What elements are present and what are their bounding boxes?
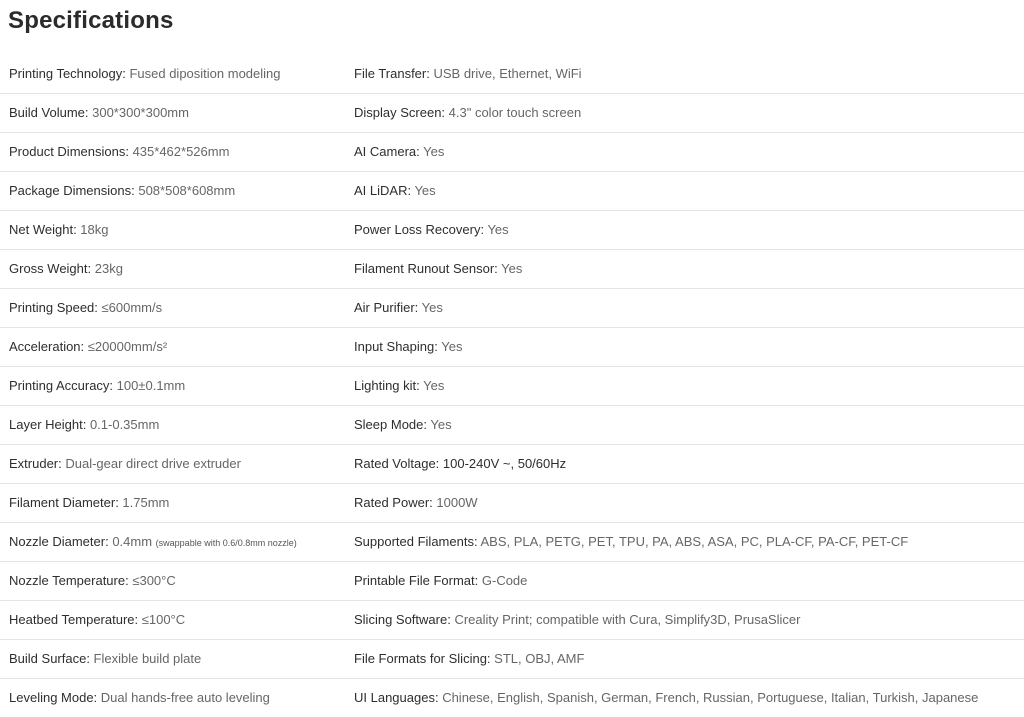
spec-value: Yes — [497, 261, 523, 276]
spec-cell-right — [354, 261, 1014, 277]
spec-cell-left — [0, 222, 354, 238]
spec-value: G-Code — [478, 573, 528, 588]
spec-label: Extruder: — [9, 456, 62, 471]
spec-label: Filament Runout Sensor: — [354, 261, 498, 276]
spec-value: 1000W — [432, 495, 478, 510]
spec-row — [0, 172, 1024, 211]
spec-value: Yes — [419, 144, 445, 159]
spec-value: Chinese, English, Spanish, German, French, Russian, Portuguese, Italian, Turkish, Japanese — [438, 690, 979, 705]
spec-value: ≤600mm/s — [97, 300, 163, 315]
spec-label: UI Languages: — [354, 690, 439, 705]
spec-row — [0, 367, 1024, 406]
spec-label: Build Volume: — [9, 105, 89, 120]
specifications-table — [0, 55, 1024, 717]
spec-label: Product Dimensions: — [9, 144, 129, 159]
spec-label: Sleep Mode: — [354, 417, 427, 432]
spec-cell-left — [0, 573, 354, 589]
spec-value: Yes — [418, 300, 443, 315]
spec-value: Flexible build plate — [89, 651, 202, 666]
spec-cell-left — [0, 534, 354, 551]
spec-label: File Formats for Slicing: — [354, 651, 491, 666]
spec-value: Yes — [411, 183, 436, 198]
spec-value: USB drive, Ethernet, WiFi — [429, 66, 582, 81]
spec-cell-right — [354, 456, 1014, 472]
spec-label: Filament Diameter: — [9, 495, 119, 510]
spec-label: Package Dimensions: — [9, 183, 135, 198]
spec-row — [0, 55, 1024, 94]
spec-cell-right — [354, 183, 1014, 199]
spec-cell-left — [0, 612, 354, 628]
spec-cell-right — [354, 339, 1014, 355]
spec-cell-left — [0, 183, 354, 199]
spec-cell-left — [0, 417, 354, 433]
spec-cell-right — [354, 378, 1014, 394]
spec-cell-left — [0, 378, 354, 394]
spec-cell-right — [354, 651, 1014, 667]
spec-label: Slicing Software: — [354, 612, 451, 627]
spec-value: 23kg — [91, 261, 123, 276]
spec-label: Build Surface: — [9, 651, 90, 666]
spec-label: Gross Weight: — [9, 261, 92, 276]
spec-cell-right — [354, 417, 1014, 433]
spec-label: Acceleration: — [9, 339, 85, 354]
spec-value: 0.1-0.35mm — [86, 417, 160, 432]
spec-label: Heatbed Temperature: — [9, 612, 139, 627]
spec-cell-right — [354, 66, 1014, 82]
spec-value: STL, OBJ, AMF — [490, 651, 585, 666]
spec-value: 100±0.1mm — [113, 378, 186, 393]
spec-value: 1.75mm — [118, 495, 170, 510]
spec-cell-right — [354, 222, 1014, 238]
spec-cell-left — [0, 339, 354, 355]
spec-label: Net Weight: — [9, 222, 77, 237]
spec-cell-right — [354, 300, 1014, 316]
spec-cell-left — [0, 456, 354, 472]
spec-cell-right — [354, 573, 1014, 589]
spec-value: Fused diposition modeling — [125, 66, 281, 81]
spec-cell-left — [0, 105, 354, 121]
spec-label: Lighting kit: — [354, 378, 420, 393]
spec-value: Yes — [419, 378, 445, 393]
spec-value: 100-240V ~, 50/60Hz — [439, 456, 567, 471]
spec-label: Printing Accuracy: — [9, 378, 114, 393]
spec-cell-left — [0, 144, 354, 160]
spec-value: 435*462*526mm — [128, 144, 230, 159]
spec-cell-left — [0, 66, 354, 82]
spec-label: Power Loss Recovery: — [354, 222, 485, 237]
spec-cell-right — [354, 105, 1014, 121]
spec-value: Creality Print; compatible with Cura, Simplify3D, PrusaSlicer — [450, 612, 801, 627]
spec-value: 4.3" color touch screen — [445, 105, 582, 120]
page-title: Specifications — [8, 7, 174, 34]
spec-cell-right — [354, 690, 1014, 706]
spec-row — [0, 523, 1024, 562]
spec-cell-right — [354, 612, 1014, 628]
spec-value: ≤100°C — [138, 612, 186, 627]
spec-label: Display Screen: — [354, 105, 446, 120]
spec-label: Rated Power: — [354, 495, 433, 510]
spec-value: 0.4mm — [108, 533, 156, 549]
spec-row — [0, 484, 1024, 523]
spec-label: AI Camera: — [354, 144, 420, 159]
spec-cell-left — [0, 261, 354, 277]
spec-value: Yes — [427, 417, 452, 432]
spec-label: Layer Height: — [9, 417, 87, 432]
spec-cell-right — [354, 495, 1014, 511]
spec-row — [0, 289, 1024, 328]
spec-row — [0, 250, 1024, 289]
spec-label: Nozzle Temperature: — [9, 573, 129, 588]
spec-cell-right — [354, 534, 1014, 550]
spec-note: (swappable with 0.6/0.8mm nozzle) — [155, 537, 297, 548]
spec-value: ≤20000mm/s² — [84, 339, 168, 354]
spec-row — [0, 133, 1024, 172]
spec-label: Leveling Mode: — [9, 690, 98, 705]
spec-row — [0, 640, 1024, 679]
spec-row — [0, 562, 1024, 601]
spec-row — [0, 445, 1024, 484]
spec-label: Printing Technology: — [9, 66, 126, 81]
spec-label: Printable File Format: — [354, 573, 479, 588]
spec-cell-left — [0, 690, 354, 706]
spec-value: Dual hands-free auto leveling — [97, 690, 270, 705]
spec-row — [0, 601, 1024, 640]
spec-row — [0, 406, 1024, 445]
spec-row — [0, 679, 1024, 717]
spec-label: Air Purifier: — [354, 300, 419, 315]
spec-value: Yes — [437, 339, 463, 354]
spec-cell-left — [0, 300, 354, 316]
spec-label: File Transfer: — [354, 66, 430, 81]
spec-row — [0, 328, 1024, 367]
spec-value: 300*300*300mm — [88, 105, 189, 120]
spec-label: Supported Filaments: — [354, 534, 478, 549]
spec-value: 508*508*608mm — [134, 183, 236, 198]
spec-cell-left — [0, 651, 354, 667]
spec-label: Rated Voltage: — [354, 456, 440, 471]
spec-label: Input Shaping: — [354, 339, 438, 354]
spec-value: 18kg — [76, 222, 109, 237]
spec-value: Yes — [484, 222, 509, 237]
spec-label: Printing Speed: — [9, 300, 98, 315]
spec-value: ABS, PLA, PETG, PET, TPU, PA, ABS, ASA, PC, PLA-CF, PA-CF, PET-CF — [477, 534, 909, 549]
spec-row — [0, 211, 1024, 250]
spec-value: ≤300°C — [128, 573, 176, 588]
spec-label: Nozzle Diameter: — [9, 533, 109, 549]
spec-label: AI LiDAR: — [354, 183, 412, 198]
spec-row — [0, 94, 1024, 133]
spec-cell-right — [354, 144, 1014, 160]
spec-cell-left — [0, 495, 354, 511]
spec-value: Dual-gear direct drive extruder — [61, 456, 241, 471]
